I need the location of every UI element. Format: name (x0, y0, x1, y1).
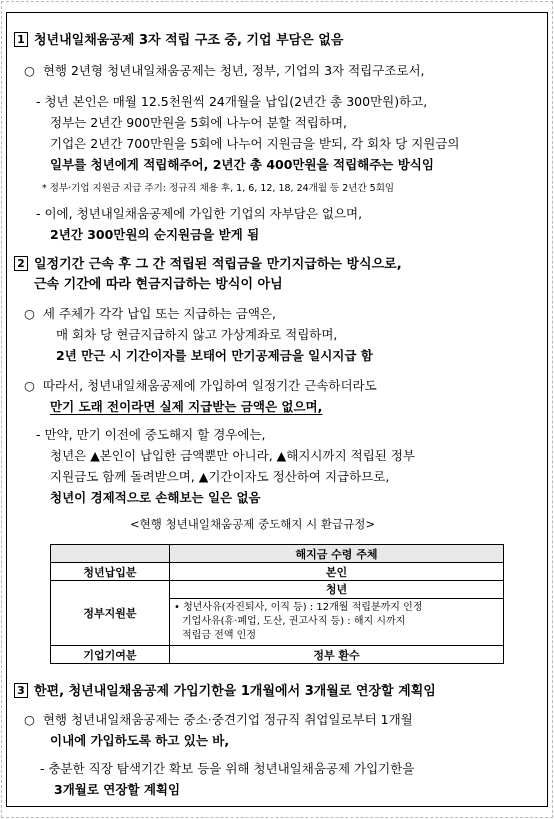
paragraph-line: 매 회차 당 현금지급하지 않고 가상계좌로 적립하며, (56, 327, 338, 342)
paragraph-line: 만기 도래 전이라면 실제 지급받는 금액은 없으며, (50, 399, 323, 414)
row-value: 정부 환수 (170, 646, 504, 664)
bullet-text: ○ 현행 2년형 청년내일채움공제는 청년, 정부, 기업의 3자 적립구조로서, (24, 63, 425, 78)
section-1-heading: 1 청년내일채움공제 3자 적립 구조 중, 기업 부담은 없음 (14, 30, 343, 52)
section-3-heading: 3 한편, 청년내일채움공제 가입기한을 1개월에서 3개월로 연장할 계획임 (14, 681, 436, 703)
paragraph-line: 2년 만근 시 기간이자를 보태어 만기공제금을 일시지급 함 (56, 348, 373, 363)
paragraph-line: 이내에 가입하도록 하고 있는 바, (50, 733, 230, 748)
table-caption: <현행 청년내일채움공제 중도해지 시 환급규정> (130, 517, 375, 531)
refund-table (50, 544, 504, 664)
row-value: 본인 (170, 563, 504, 581)
bullet-text: ○ 따라서, 청년내일채움공제에 가입하여 일정기간 근속하더라도 (24, 378, 377, 393)
section-number: 3 (14, 683, 28, 698)
paragraph-line: 3개월로 연장할 계획임 (54, 782, 181, 797)
paragraph-line: 일부를 청년에게 적립해주어, 2년간 총 400만원을 적립해주는 방식임 (50, 157, 434, 172)
bullet-text: ○ 세 주체가 각각 납입 또는 지급하는 금액은, (24, 306, 276, 321)
row-detail: • 청년사유(자진퇴사, 이직 등) : 12개월 적립분까지 인정 기업사유(휴·폐업, 도산, 권고사직 등) : 해지 시까지 적립금 전액 인정 (174, 602, 423, 641)
row-value-cell (170, 581, 504, 646)
paragraph-line: 기업은 2년간 700만원을 5회에 나누어 지원금을 받되, 각 회차 당 지원금의 (50, 136, 460, 151)
row-subheader: 청년 (170, 581, 503, 599)
paragraph-line: 청년이 경제적으로 손해보는 일은 없음 (50, 490, 261, 505)
paragraph-line: 지원금도 함께 돌려받으며, ▲기간이자도 정산하여 지급하므로, (50, 469, 390, 484)
paragraph-line: 2년간 300만원의 순지원금을 받게 됨 (50, 227, 260, 242)
paragraph-line: 청년은 ▲본인이 납입한 금액뿐만 아니라, ▲해지시까지 적립된 정부 (50, 448, 415, 463)
table-corner (51, 545, 170, 563)
paragraph-line: 정부는 2년간 900만원을 5회에 나누어 분할 적립하며, (50, 115, 348, 130)
bullet-text: ○ 현행 청년내일채움공제는 중소·중견기업 정규직 취업일로부터 1개월 (24, 712, 413, 727)
section-2-heading-line2: 근속 기간에 따라 현금지급하는 방식이 아님 (34, 277, 283, 292)
paragraph-line: - 충분한 직장 탐색기간 확보 등을 위해 청년내일채움공제 가입기한을 (40, 761, 415, 776)
paragraph-line: - 이에, 청년내일채움공제에 가입한 기업의 자부담은 없으며, (36, 206, 363, 221)
paragraph-line: - 만약, 만기 이전에 중도해지 할 경우에는, (36, 427, 266, 442)
section-2-heading: 2 일정기간 근속 후 그 간 적립된 적립금을 만기지급하는 방식으로, (14, 254, 402, 276)
paragraph-line: - 청년 본인은 매월 12.5천원씩 24개월을 납입(2년간 총 300만원)하고, (36, 94, 428, 109)
section-number: 1 (14, 32, 28, 47)
row-label: 기업기여분 (51, 646, 170, 664)
row-label: 정부지원분 (51, 581, 170, 646)
row-label: 청년납입분 (51, 563, 170, 581)
footnote: * 정부·기업 지원금 지급 주기: 정규직 채용 후, 1, 6, 12, 18, 24개월 등 2년간 5회임 (42, 183, 395, 194)
section-number: 2 (14, 256, 28, 271)
table-header: 해지금 수령 주체 (170, 545, 504, 563)
